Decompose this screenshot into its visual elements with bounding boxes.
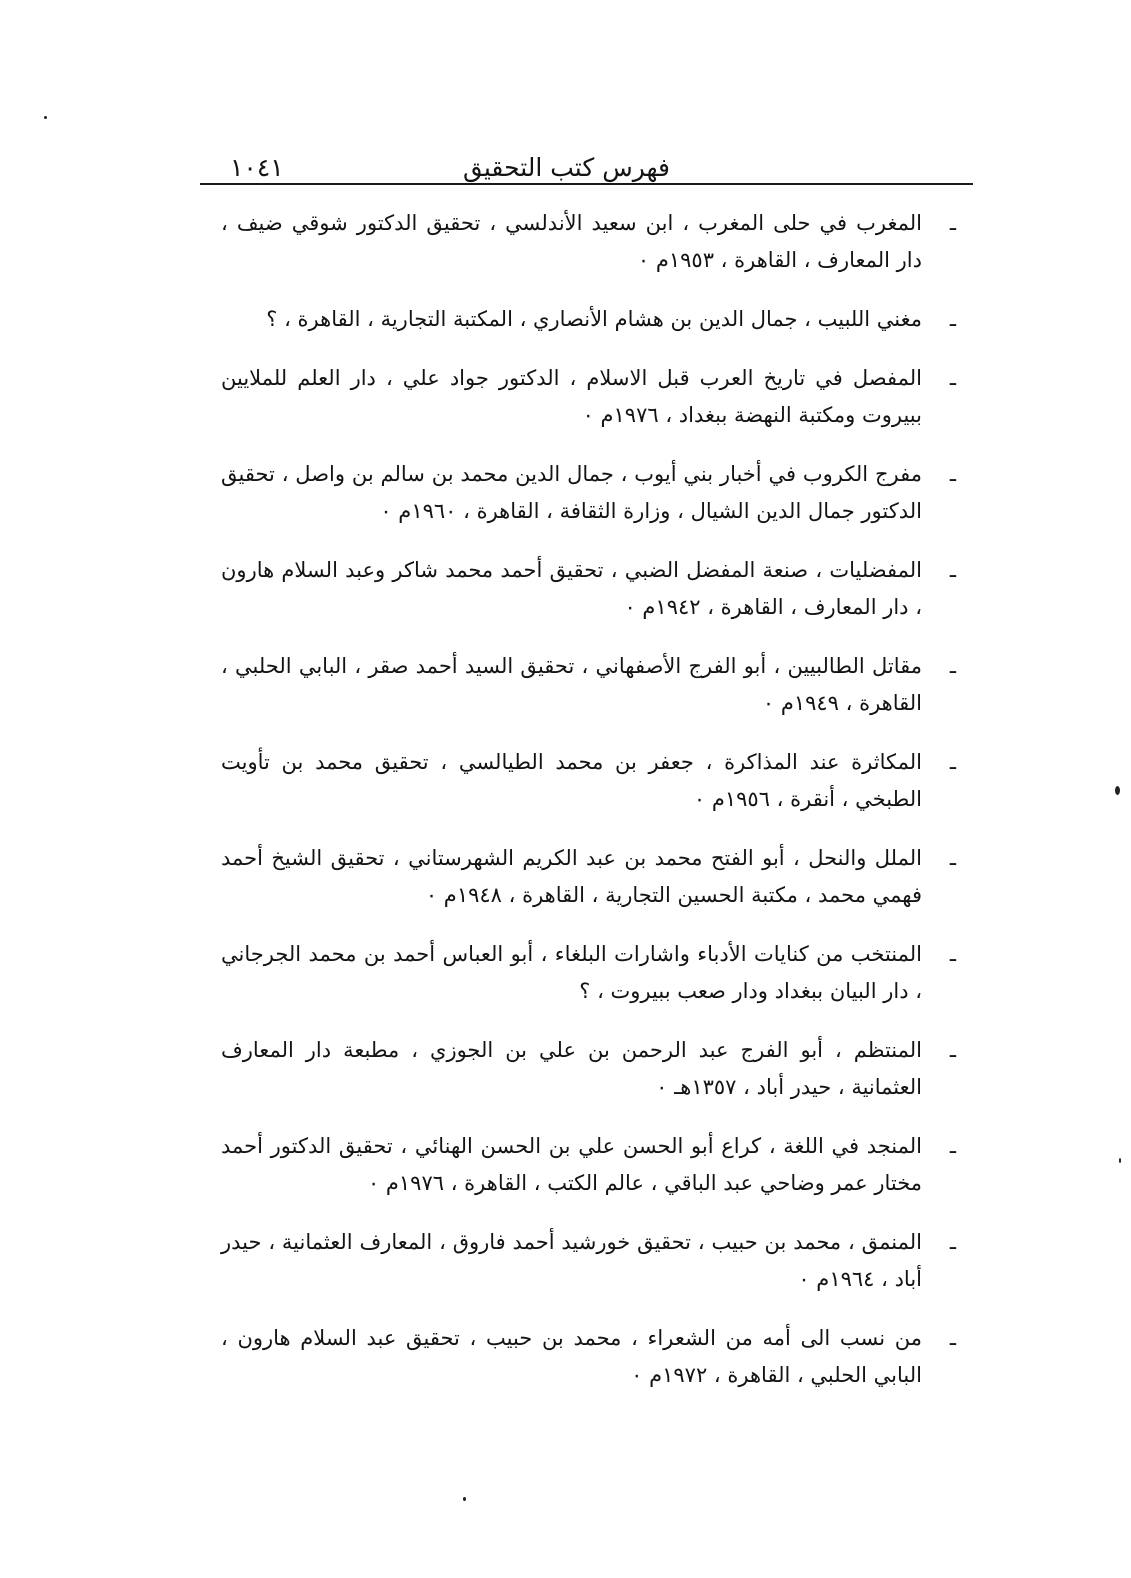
bibliography-entry [221,744,956,818]
entry-dash: ـ [949,1230,956,1254]
bibliography-entry [221,840,956,914]
scan-speck [463,1497,466,1501]
bibliography-entry [221,205,956,279]
scan-speck [44,116,47,119]
bibliography-entry [221,1320,956,1394]
entry-text: المفصل في تاريخ العرب قبل الاسلام ، الدكتور جواد علي ، دار العلم للملايين ببيروت ومكتبة النهضة ببغداد ، ١٩٧٦م ٠ [221,366,922,427]
header-rule [200,183,973,185]
running-header [200,150,970,186]
entry-text: المنتخب من كنايات الأدباء واشارات البلغاء ، أبو العباس أحمد بن محمد الجرجاني ، دار البيان ببغداد ودار صعب ببيروت ، ؟ [221,942,922,1003]
entry-dash: ـ [949,654,956,678]
entry-dash: ـ [949,1038,956,1062]
entry-dash: ـ [949,366,956,390]
entry-dash: ـ [949,750,956,774]
entry-text: المنجد في اللغة ، كراع أبو الحسن علي بن الحسن الهنائي ، تحقيق الدكتور أحمد مختار عمر وضاحي عبد الباقي ، عالم الكتب ، القاهرة ، ١٩٧٦م ٠ [221,1134,922,1195]
entry-text: من نسب الى أمه من الشعراء ، محمد بن حبيب ، تحقيق عبد السلام هارون ، البابي الحلبي ، القاهرة ، ١٩٧٢م ٠ [221,1326,922,1387]
entry-text: المغرب في حلى المغرب ، ابن سعيد الأندلسي ، تحقيق الدكتور شوقي ضيف ، دار المعارف ، القاهرة ، ١٩٥٣م ٠ [221,211,922,272]
entry-text: المكاثرة عند المذاكرة ، جعفر بن محمد الطيالسي ، تحقيق محمد بن تأويت الطبخي ، أنقرة ، ١٩٥٦م ٠ [221,750,922,811]
bibliography-entry [221,1128,956,1202]
bibliography-entry [221,456,956,530]
entry-text: المنمق ، محمد بن حبيب ، تحقيق خورشيد أحمد فاروق ، المعارف العثمانية ، حيدر أباد ، ١٩٦٤م ٠ [221,1230,922,1291]
entry-text: المنتظم ، أبو الفرج عبد الرحمن بن علي بن الجوزي ، مطبعة دار المعارف العثمانية ، حيدر أباد ، ١٣٥٧هـ ٠ [221,1038,922,1099]
entry-dash: ـ [949,1134,956,1158]
entry-dash: ـ [949,942,956,966]
bibliography-entry [221,301,956,338]
bibliography-entry [221,1032,956,1106]
scan-speck [1119,1158,1121,1163]
entry-dash: ـ [949,211,956,235]
bibliography-entry [221,936,956,1010]
page-title: فهرس كتب التحقيق [463,153,670,182]
entry-text: الملل والنحل ، أبو الفتح محمد بن عبد الكريم الشهرستاني ، تحقيق الشيخ أحمد فهمي محمد ، مكتبة الحسين التجارية ، القاهرة ، ١٩٤٨م ٠ [221,846,922,907]
bibliography-list [221,205,956,1394]
bibliography-entry [221,552,956,626]
entry-text: المفضليات ، صنعة المفضل الضبي ، تحقيق أحمد محمد شاكر وعبد السلام هارون ، دار المعارف ، القاهرة ، ١٩٤٢م ٠ [221,558,922,619]
entry-dash: ـ [949,558,956,582]
entry-dash: ـ [949,846,956,870]
entry-text: مفرج الكروب في أخبار بني أيوب ، جمال الدين محمد بن سالم بن واصل ، تحقيق الدكتور جمال الدين الشيال ، وزارة الثقافة ، القاهرة ، ١٩٦٠م ٠ [221,462,922,523]
bibliography-entry [221,1224,956,1298]
scan-speck [1115,786,1120,795]
entry-dash: ـ [949,462,956,486]
entry-text: مقاتل الطالبيين ، أبو الفرج الأصفهاني ، تحقيق السيد أحمد صقر ، البابي الحلبي ، القاهرة ، ١٩٤٩م ٠ [221,654,922,715]
bibliography-entry [221,648,956,722]
entry-text: مغني اللبيب ، جمال الدين بن هشام الأنصاري ، المكتبة التجارية ، القاهرة ، ؟ [266,307,922,331]
page-number: ١٠٤١ [230,153,284,182]
entry-dash: ـ [949,307,956,331]
bibliography-entry [221,360,956,434]
entry-dash: ـ [949,1326,956,1350]
